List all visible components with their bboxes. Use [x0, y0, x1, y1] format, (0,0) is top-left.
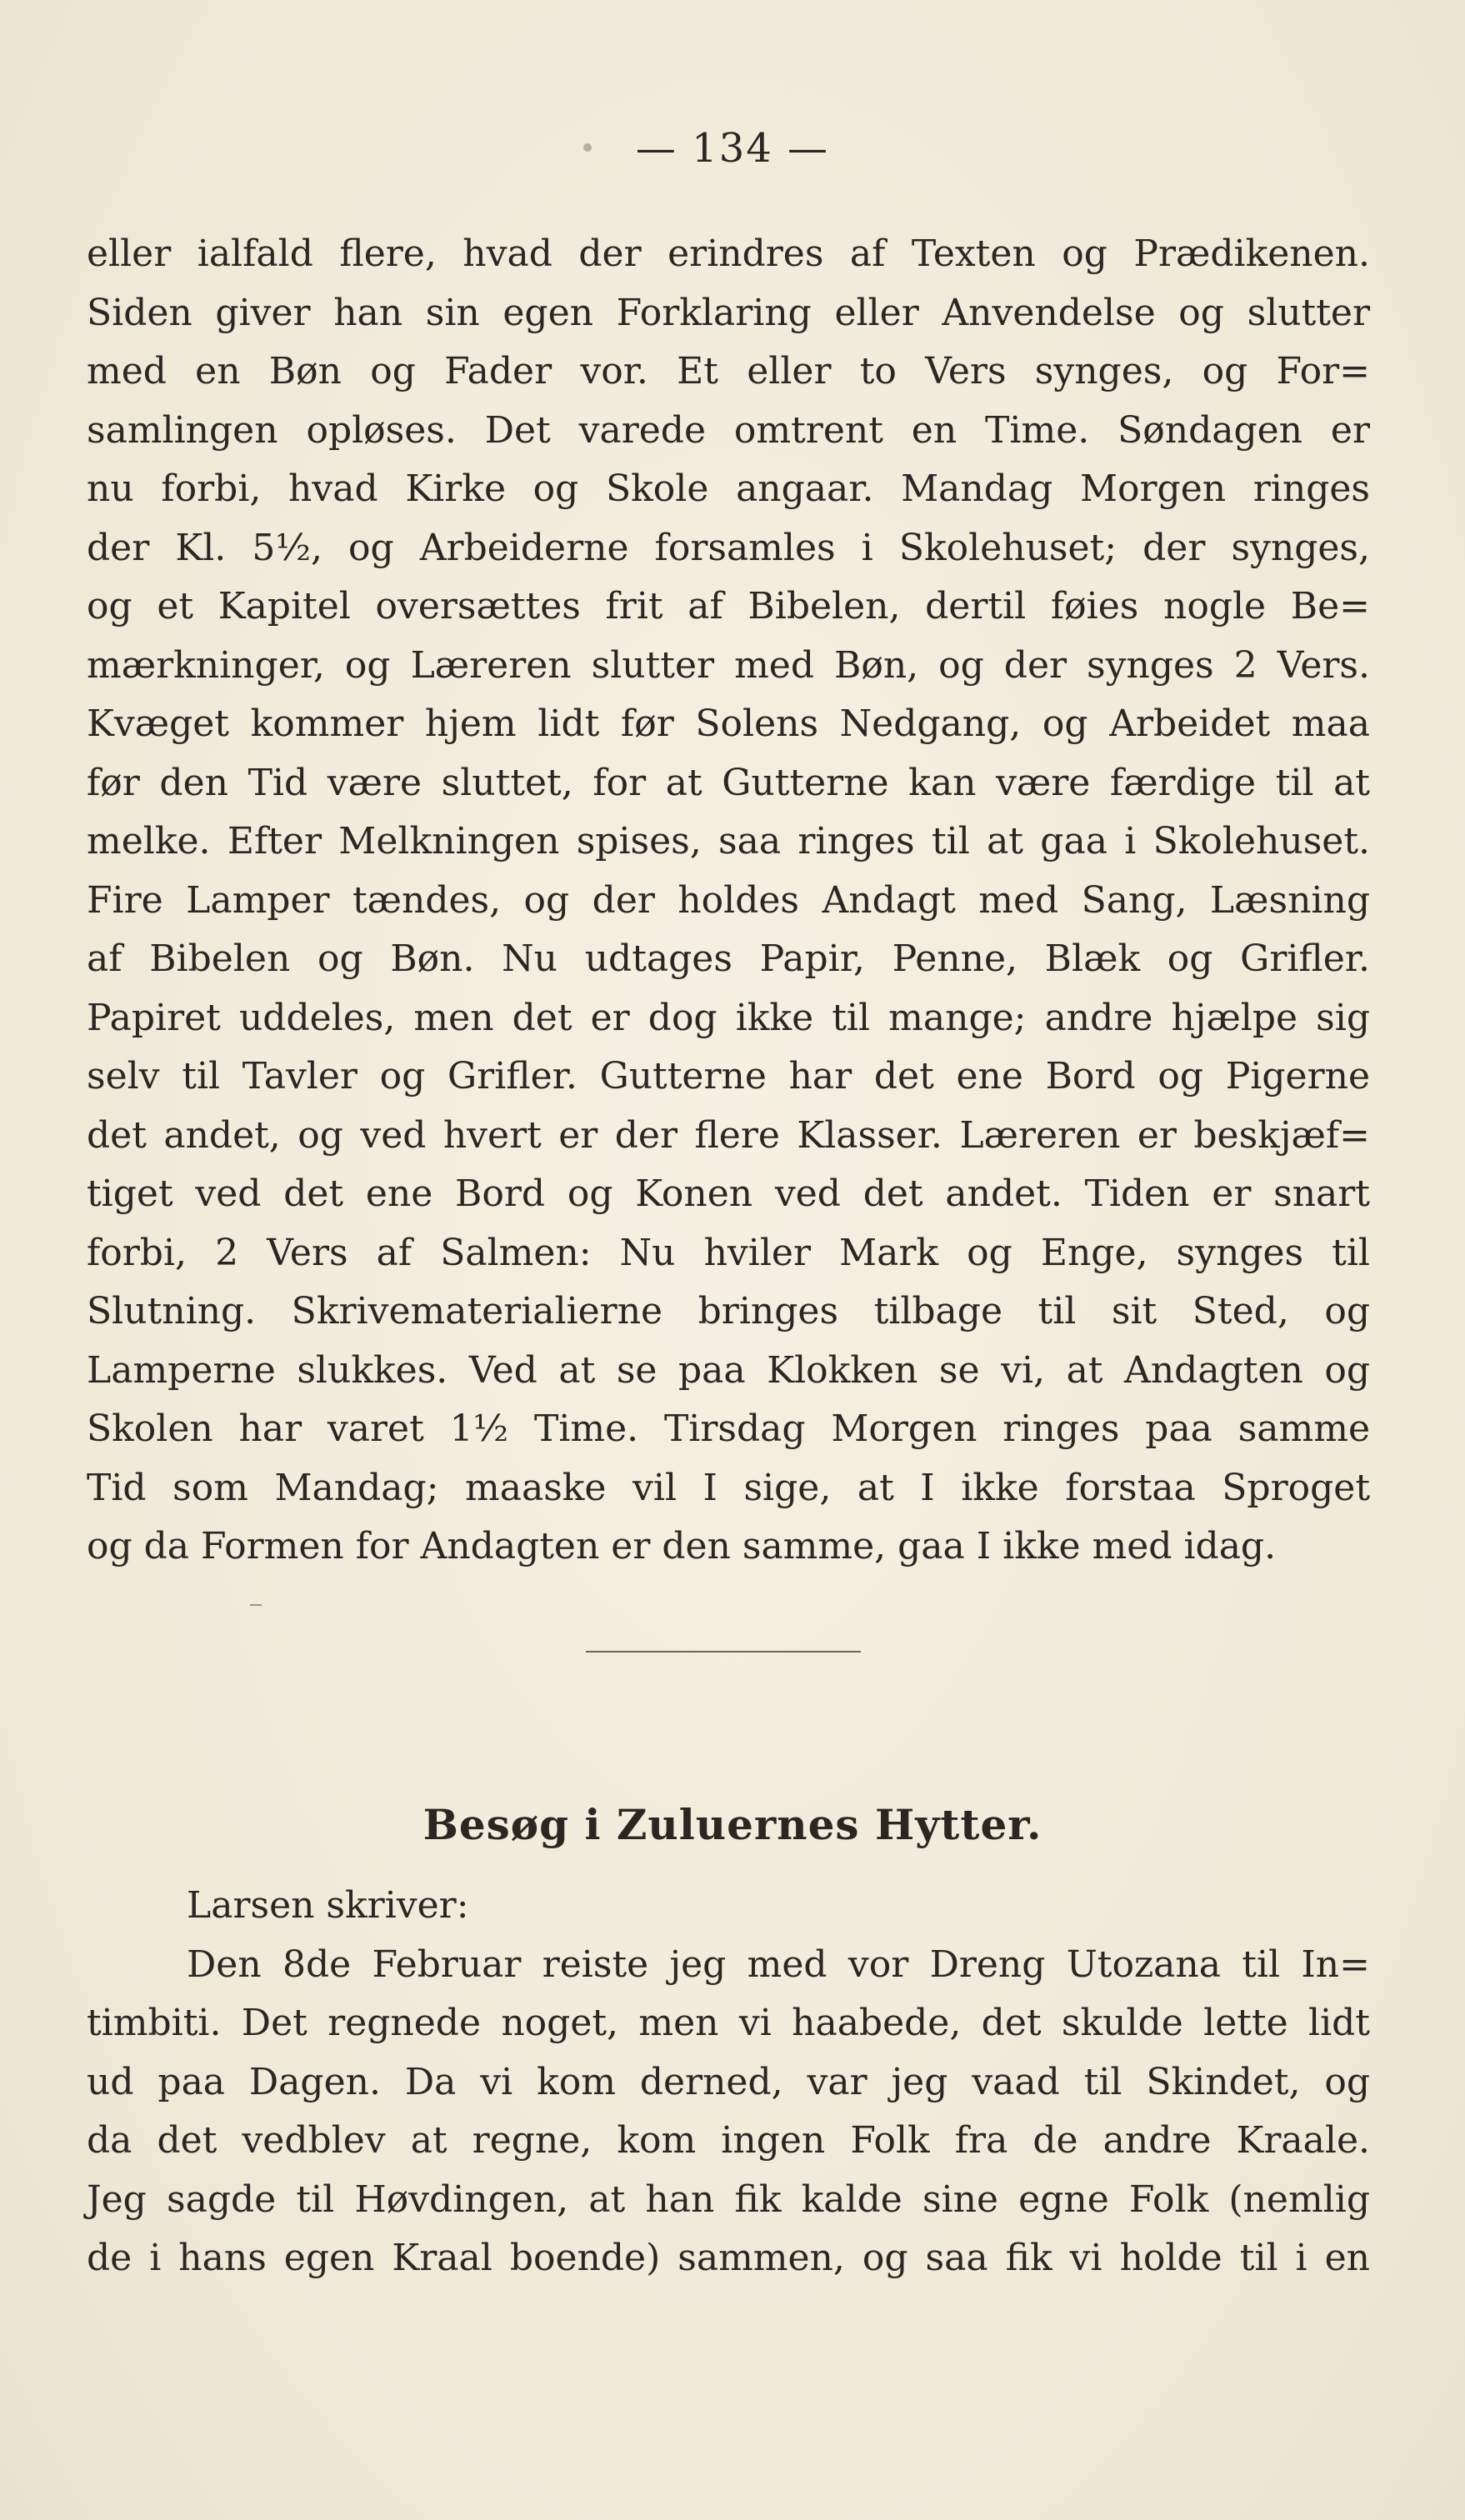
- text-line: nu forbi, hvad Kirke og Skole angaar. Mandag Morgen ringes: [87, 468, 1370, 510]
- text-line: Den 8de Februar reiste jeg med vor Dreng Utozana til In=: [187, 1942, 1370, 1986]
- text-line: Lamperne slukkes. Ved at se paa Klokken se vi, at Andagten og: [87, 1348, 1370, 1392]
- text-line: Siden giver han sin egen Forklaring eller Anvendelse og slutter: [87, 291, 1370, 334]
- text-line: Kvæget kommer hjem lidt før Solens Nedgang, og Arbeidet maa: [87, 702, 1370, 745]
- text-line: tiget ved det ene Bord og Konen ved det andet. Tiden er snart: [87, 1172, 1370, 1215]
- text-line: da det vedblev at regne, kom ingen Folk fra de andre Kraale.: [87, 2119, 1370, 2162]
- text-line: før den Tid være sluttet, for at Gutterne kan være færdige til at: [87, 761, 1370, 804]
- text-line: de i hans egen Kraal boende) sammen, og saa fik vi holde til i en: [87, 2237, 1370, 2279]
- text-line: mærkninger, og Læreren slutter med Bøn, og der synges 2 Vers.: [87, 643, 1370, 687]
- text-line: timbiti. Det regnede noget, men vi haabede, det skulde lette lidt: [87, 2002, 1370, 2044]
- text-line: og et Kapitel oversættes frit af Bibelen, dertil føies nogle Be=: [87, 585, 1370, 628]
- text-line: Tid som Mandag; maaske vil I sige, at I ikke forstaa Sproget: [87, 1466, 1370, 1509]
- text-line: Larsen skriver:: [187, 1884, 469, 1927]
- text-line: Papiret uddeles, men det er dog ikke til mange; andre hjælpe sig: [87, 996, 1370, 1039]
- text-line: af Bibelen og Bøn. Nu udtages Papir, Penne, Blæk og Grifler.: [87, 938, 1370, 980]
- section-heading: Besøg i Zuluernes Hytter.: [422, 1800, 1042, 1849]
- text-line: samlingen opløses. Det varede omtrent en Time. Søndagen er: [87, 408, 1370, 452]
- text-line: Jeg sagde til Høvdingen, at han fik kalde sine egne Folk (nemlig: [87, 2178, 1370, 2221]
- text-line: melke. Efter Melkningen spises, saa ringes til at gaa i Skolehuset.: [87, 820, 1370, 862]
- text-line: eller ialfald flere, hvad der erindres af Texten og Prædikenen.: [87, 232, 1370, 275]
- text-block-2: [87, 1877, 1370, 2288]
- text-line: ud paa Dagen. Da vi kom derned, var jeg vaad til Skindet, og: [87, 2060, 1370, 2103]
- text-line: med en Bøn og Fader vor. Et eller to Vers synges, og For=: [87, 350, 1370, 392]
- text-line: og da Formen for Andagten er den samme, gaa I ikke med idag.: [87, 1525, 1277, 1568]
- section-divider: [586, 1651, 861, 1652]
- text-line: det andet, og ved hvert er der flere Klasser. Læreren er beskjæf=: [87, 1113, 1370, 1157]
- text-line: Slutning. Skrivematerialierne bringes tilbage til sit Sted, og: [87, 1290, 1370, 1332]
- text-line: der Kl. 5½, og Arbeiderne forsamles i Skolehuset; der synges,: [87, 526, 1370, 569]
- text-line: forbi, 2 Vers af Salmen: Nu hviler Mark og Enge, synges til: [87, 1231, 1370, 1274]
- text-block-1: [87, 225, 1370, 1577]
- ink-mark: [250, 1604, 262, 1606]
- text-line: Skolen har varet 1½ Time. Tirsdag Morgen ringes paa samme: [87, 1408, 1370, 1450]
- page-number: — 134 —: [635, 125, 830, 172]
- text-line: selv til Tavler og Grifler. Gutterne har det ene Bord og Pigerne: [87, 1055, 1370, 1098]
- text-line: Fire Lamper tændes, og der holdes Andagt med Sang, Læsning: [87, 878, 1370, 922]
